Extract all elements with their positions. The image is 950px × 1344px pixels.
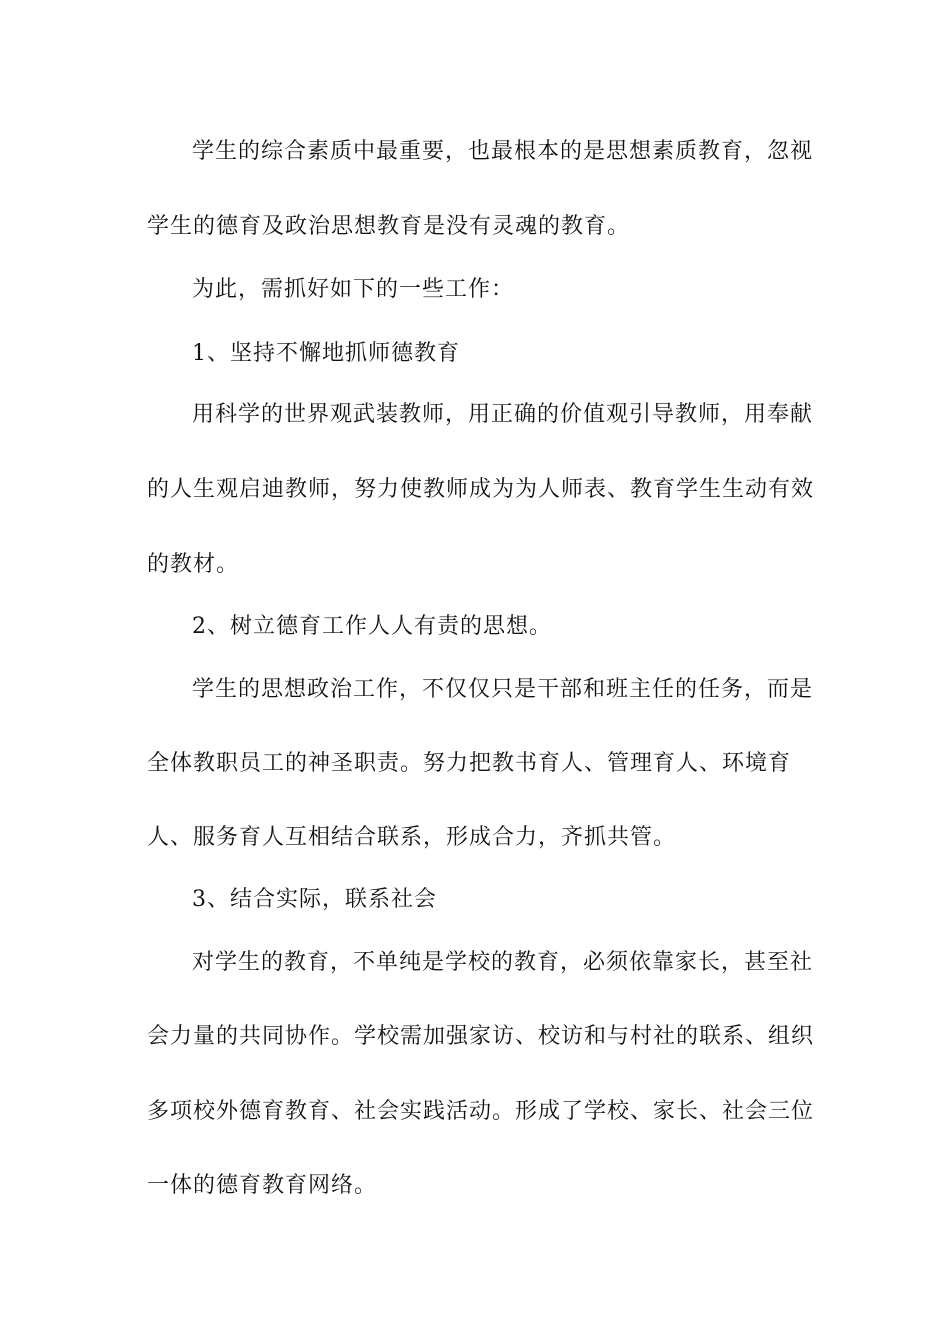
paragraph-4-line-3: 人、服务育人互相结合联系，形成合力，齐抓共管。 — [147, 825, 677, 850]
paragraph-4-line-2: 全体教职员工的神圣职责。努力把教书育人、管理育人、环境育 — [147, 751, 792, 776]
paragraph-1-line-2: 学生的德育及政治思想教育是没有灵魂的教育。 — [147, 214, 631, 239]
heading-2: 2、树立德育工作人人有责的思想。 — [192, 614, 552, 639]
paragraph-3-line-2: 的人生观启迪教师，努力使教师成为为人师表、教育学生生动有效 — [147, 477, 815, 502]
paragraph-5-line-3: 多项校外德育教育、社会实践活动。形成了学校、家长、社会三位 — [147, 1099, 815, 1124]
paragraph-1-line-1: 学生的综合素质中最重要，也最根本的是思想素质教育，忽视 — [192, 139, 814, 164]
paragraph-3-line-3: 的教材。 — [147, 552, 240, 577]
heading-1: 1、坚持不懈地抓师德教育 — [192, 341, 460, 366]
heading-3: 3、结合实际，联系社会 — [192, 887, 437, 912]
paragraph-2-line-1: 为此，需抓好如下的一些工作： — [192, 277, 515, 302]
paragraph-5-line-4: 一体的德育教育网络。 — [147, 1173, 378, 1198]
paragraph-5-line-1: 对学生的教育，不单纯是学校的教育，必须依靠家长，甚至社 — [192, 950, 814, 975]
paragraph-5-line-2: 会力量的共同协作。学校需加强家访、校访和与村社的联系、组织 — [147, 1024, 815, 1049]
paragraph-4-line-1: 学生的思想政治工作，不仅仅只是干部和班主任的任务，而是 — [192, 677, 814, 702]
paragraph-3-line-1: 用科学的世界观武装教师，用正确的价值观引导教师，用奉献 — [192, 402, 814, 427]
